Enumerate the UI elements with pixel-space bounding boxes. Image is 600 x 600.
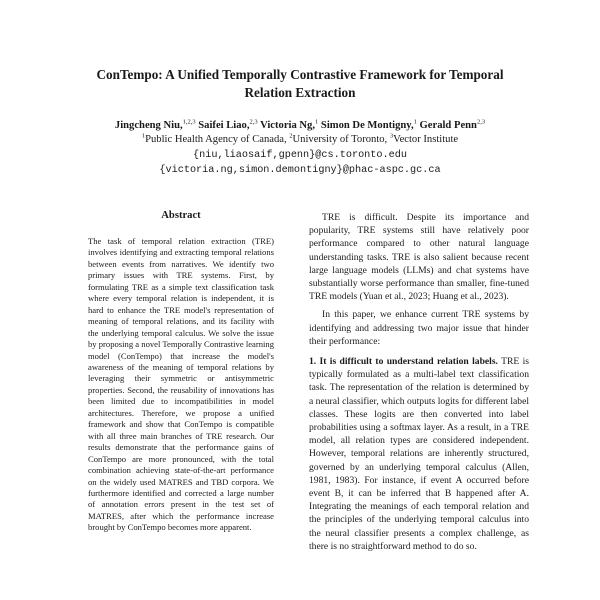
affiliation: University of Toronto, (292, 134, 390, 145)
paper-title-line-2: Relation Extraction (244, 85, 356, 100)
author: Saifei Liao,$^{2,3}$ (198, 118, 258, 131)
email-line-1: {niu,liaosaif,gpenn}@cs.toronto.edu (193, 150, 407, 161)
issue-body: TRE is typically formulated as a multi-label text classification task. The representation of the relation is determined by a neural classifier, which outputs logits for different label classes. These logits are then converted into label probabilities using a softmax layer. As a result, in a TRE model, all relation types are considered independent. However, temporal relations are inherently structured, governed by an underlying temporal calculus (Allen, 1981, 1983). For instance, if event A occurred before event B, it can be inferred that B happened after A. Integrating the meanings of each temporal relation and the principles of the underlying temporal calculus into the neural classifier presents a complex challenge, as there is no straightforward method to do so. (309, 356, 529, 552)
author: Victoria Ng,$^1$ (260, 118, 319, 131)
issue-heading: 1. It is difficult to understand relation labels. (309, 356, 498, 368)
affiliation: Vector Institute (393, 134, 459, 145)
author: Jingcheng Niu,$^{1,2,3}$ (114, 118, 196, 131)
body-paragraph: In this paper, we enhance current TRE systems by identifying and addressing two major issue that hinder their performance: (309, 309, 529, 347)
abstract-heading: Abstract (161, 210, 201, 221)
affiliations: $^1$Public Health Agency of Canada, $^2$University of Toronto, $^3$Vector Institute (141, 132, 459, 145)
author-list (40, 119, 560, 133)
body-right-column (309, 211, 529, 553)
author: Gerald Penn$^{2,3}$ (419, 118, 486, 131)
affiliation: Public Health Agency of Canada, (145, 134, 290, 145)
body-paragraph: TRE is difficult. Despite its importance and popularity, TRE systems still have relatively poor performance compared to other natural language understanding tasks. TRE is also salient because recent large language models (LLMs) and chat systems have substantially worse performance than smaller, fine-tuned TRE models (Yuan et al., 2023; Huang et al., 2023). (309, 212, 529, 303)
paper-title (40, 66, 560, 102)
paper-title-line-1: ConTempo: A Unified Temporally Contrastive Framework for Temporal (96, 67, 504, 82)
abstract-text: The task of temporal relation extraction (TRE) involves identifying and extracting temporal relations between events from narratives. We identify two primary issues with TRE systems. First, by formulating TRE as a simple text classification task where every temporal relation is independent, it is hard to enhance the TRE model's representation of meaning of temporal relations, and its facility with the underlying temporal calculus. We solve the issue by proposing a novel Temporally Contrastive learning model (ConTempo) that increase the model's awareness of the meaning of temporal relations by leveraging their symmetric or antisymmetric properties. Second, the reusability of innovations has been limited due to incompatibilities in model architectures. Therefore, we propose a unified framework and show that ConTempo is compatible with all three main branches of TRE research. Our results demonstrate that the performance gains of ConTempo are more pronounced, with the total combination achieving state-of-the-art performance on the widely used MATRES and TBD corpora. We furthermore identified and corrected a large number of annotation errors present in the test set of MATRES, after which the performance increase brought by ConTempo becomes more apparent. (88, 236, 274, 533)
author: Simon De Montigny,$^1$ (320, 118, 417, 131)
issue-paragraph (309, 355, 529, 553)
email-line-2: {victoria.ng,simon.demontigny}@phac-aspc.gc.ca (159, 165, 441, 176)
